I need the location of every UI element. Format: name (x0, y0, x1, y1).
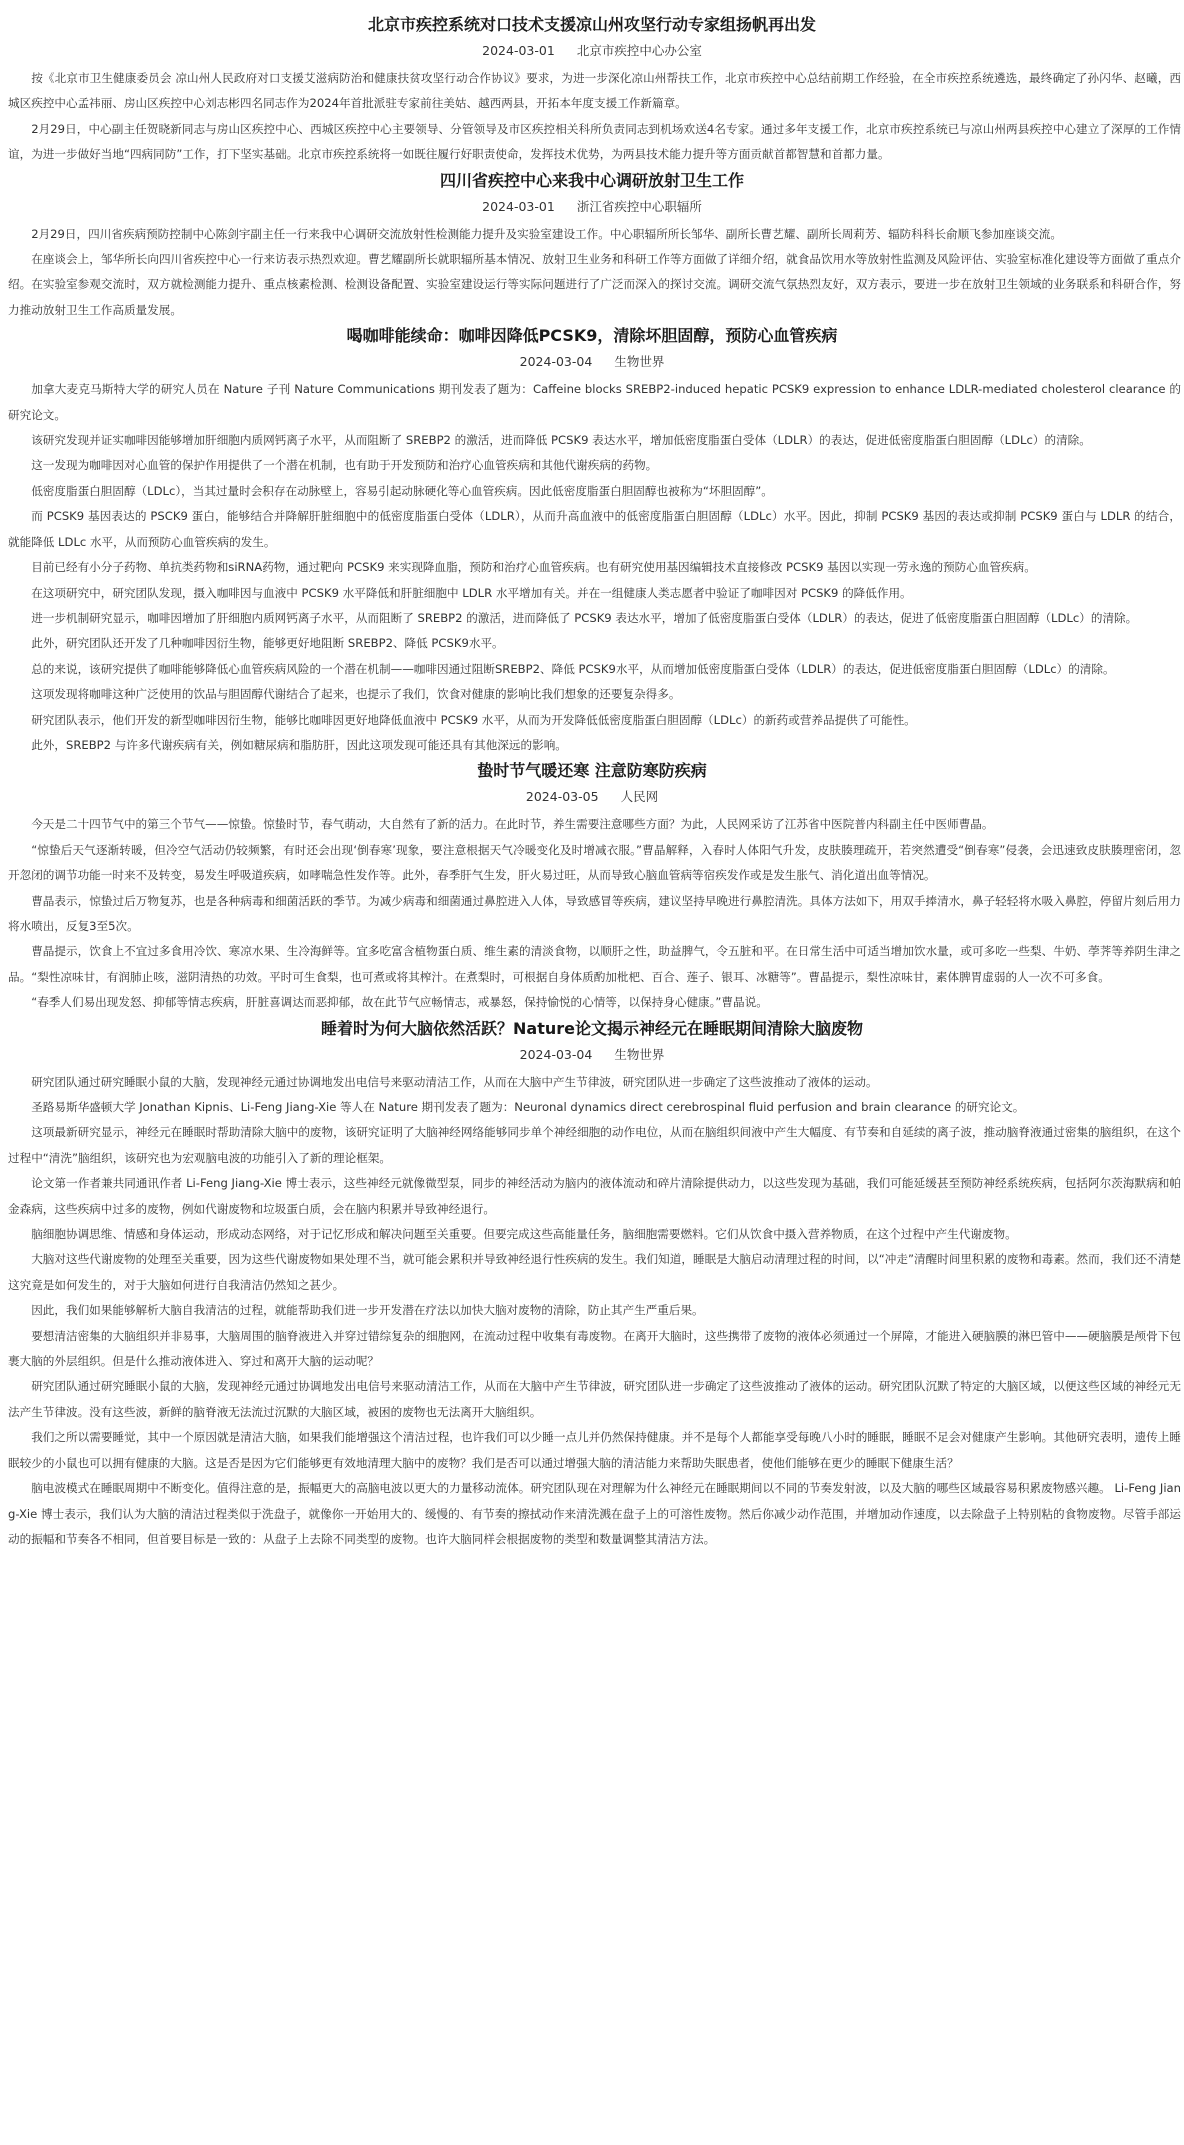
article-source: 生物世界 (614, 1046, 665, 1062)
article-paragraph: 在这项研究中，研究团队发现，摄入咖啡因与血液中 PCSK9 水平降低和肝脏细胞中 LDLR 水平增加有关。并在一组健康人类志愿者中验证了咖啡因对 PCSK9 的降低作用。 (31, 585, 912, 600)
article-paragraph: 研究团队表示，他们开发的新型咖啡因衍生物，能够比咖啡因更好地降低血液中 PCSK9 水平，从而为开发降低低密度脂蛋白胆固醇（LDLc）的新药或营养品提供了可能性。 (31, 712, 916, 727)
article-paragraph: 我们之所以需要睡觉，其中一个原因就是清洁大脑，如果我们能增强这个清洁过程，也许我们可以少睡一点儿并仍然保持健康。并不是每个人都能享受每晚八小时的睡眠，睡眠不足会对健康产生影响。其他研究表明，遗传上睡眠较少的小鼠也可以拥有健康的大脑。这是否是因为它们能够更有效地清理大脑中的废物？我们是否可以通过增强大脑的清洁能力来帮助失眠患者，使他们能够在更少的睡眠下健康生活？ (8, 1430, 1181, 1470)
article-paragraph: 2月29日，中心副主任贺晓新同志与房山区疾控中心、西城区疾控中心主要领导、分管领导及市区疾控相关科所负责同志到机场欢送4名专家。通过多年支援工作，北京市疾控系统已与凉山州两县疾控中心建立了深厚的工作情谊，为进一步做好当地“四病同防”工作，打下坚实基础。北京市疾控系统将一如既往履行好职责使命，发挥技术优势，为两县技术能力提升等方面贡献首都智慧和首都力量。 (8, 121, 1181, 162)
article-paragraph: 按《北京市卫生健康委员会 凉山州人民政府对口支援艾滋病防治和健康扶贫攻坚行动合作协议》要求，为进一步深化凉山州帮扶工作，北京市疾控中心总结前期工作经验，在全市疾控系统遴选，最终确定了孙闪华、赵曦，西城区疾控中心孟祎丽、房山区疾控中心刘志彬四名同志作为2024年首批派驻专家前往美姑、越西两县，开拓本年度支援工作新篇章。 (8, 71, 1181, 111)
article-paragraph: 该研究发现并证实咖啡因能够增加肝细胞内质网钙离子水平，从而阻断了 SREBP2 的激活，进而降低 PCSK9 表达水平，增加低密度脂蛋白受体（LDLR）的表达，促进低密度脂蛋白胆固醇（LDLc）的清除。 (31, 433, 1091, 448)
article-meta (0, 349, 1184, 375)
article-5 (0, 1016, 1184, 1553)
article-meta (0, 194, 1184, 220)
article-date: 2024-03-01 (482, 43, 555, 58)
article-2 (0, 168, 1184, 324)
article-source: 北京市疾控中心办公室 (576, 43, 702, 58)
article-title: 四川省疾控中心来我中心调研放射卫生工作 (439, 170, 744, 190)
article-4 (0, 758, 1184, 1015)
article-paragraph: 圣路易斯华盛顿大学 Jonathan Kipnis、Li-Feng Jiang-Xie 等人在 Nature 期刊发表了题为：Neuronal dynamics direct cerebrospinal fluid perfusion and brain clearance 的研究论文。 (31, 1100, 1025, 1114)
article-source: 浙江省疾控中心职辐所 (576, 198, 702, 214)
article-paragraph: 总的来说，该研究提供了咖啡能够降低心血管疾病风险的一个潜在机制——咖啡因通过阻断SREBP2、降低 PCSK9水平，从而增加低密度脂蛋白受体（LDLR）的表达，促进低密度脂蛋白胆固醇（LDLc）的清除。 (31, 661, 1115, 676)
article-paragraph: 大脑对这些代谢废物的处理至关重要，因为这些代谢废物如果处理不当，就可能会累积并导致神经退行性疾病的发生。我们知道，睡眠是大脑启动清理过程的时间，以“冲走”清醒时间里积累的废物和毒素。然而，我们还不清楚这究竟是如何发生的，对于大脑如何进行自我清洁仍然知之甚少。 (8, 1252, 1181, 1292)
article-paragraph: 曹晶表示，惊蛰过后万物复苏，也是各种病毒和细菌活跃的季节。为减少病毒和细菌通过鼻腔进入人体，导致感冒等疾病，建议坚持早晚进行鼻腔清洗。具体方法如下，用双手捧清水，鼻子轻轻将水吸入鼻腔，停留片刻后用力将水喷出，反复3至5次。 (8, 893, 1181, 933)
article-paragraph: 这项最新研究显示，神经元在睡眠时帮助清除大脑中的废物，该研究证明了大脑神经网络能够同步单个神经细胞的动作电位，从而在脑组织间液中产生大幅度、有节奏和自延续的离子波，推动脑脊液通过密集的脑组织，在这个过程中“清洗”脑组织，该研究也为宏观脑电波的功能引入了新的理论框架。 (8, 1125, 1181, 1165)
article-meta (0, 784, 1184, 810)
article-paragraph: 加拿大麦克马斯特大学的研究人员在 Nature 子刊 Nature Communications 期刊发表了题为：Caffeine blocks SREBP2-induced hepatic PCSK9 expression to enhance LDLR-mediated cholesterol clearance 的研究论文。 (8, 382, 1181, 422)
article-1 (0, 12, 1184, 168)
article-title: 喝咖啡能续命：咖啡因降低PCSK9，清除坏胆固醇，预防心血管疾病 (346, 326, 838, 346)
article-paragraph: 脑电波模式在睡眠周期中不断变化。值得注意的是，振幅更大的高脑电波以更大的力量移动流体。研究团队现在对理解为什么神经元在睡眠期间以不同的节奏发射波，以及大脑的哪些区域最容易积累废物感兴趣。 Li-Feng Jiang-Xie 博士表示，我们认为大脑的清洁过程类似于洗盘子，就像你一开始用大的、缓慢的、有节奏的擦拭动作来清洗溅在盘子上的可溶性废物。然后你减少动作范围，并增加动作速度，以去除盘子上特别粘的食物废物。尽管手部运动的振幅和节奏各不相同，但首要目标是一致的：从盘子上去除不同类型的废物。也许大脑同样会根据废物的类型和数量调整其清洁方法。 (8, 1481, 1181, 1546)
article-paragraph: “惊蛰后天气逐渐转暖，但冷空气活动仍较频繁，有时还会出现‘倒春寒’现象，要注意根据天气冷暖变化及时增减衣服。”曹晶解释，入春时人体阳气升发，皮肤腠理疏开，若突然遭受“倒春寒”侵袭，会迅速致皮肤腠理密闭，忽开忽闭的调节功能一时来不及转变，易发生呼吸道疾病，如哮喘急性发作等。此外，春季肝气生发，肝火易过旺，从而导致心脑血管病等宿疾发作或是发生胀气、消化道出血等情况。 (8, 842, 1181, 883)
article-paragraph: 而 PCSK9 基因表达的 PSCK9 蛋白，能够结合并降解肝脏细胞中的低密度脂蛋白受体（LDLR），从而升高血液中的低密度脂蛋白胆固醇（LDLc）水平。因此，抑制 PCSK9 基因的表达或抑制 PCSK9 蛋白与 LDLR 的结合，就能降低 LDLc 水平，从而预防心血管疾病的发生。 (8, 509, 1181, 549)
article-paragraph: 此外，SREBP2 与许多代谢疾病有关，例如糖尿病和脂肪肝，因此这项发现可能还具有其他深远的影响。 (31, 737, 567, 752)
article-paragraph: 研究团队通过研究睡眠小鼠的大脑，发现神经元通过协调地发出电信号来驱动清洁工作，从而在大脑中产生节律波，研究团队进一步确定了这些波推动了液体的运动。研究团队沉默了特定的大脑区域，以便这些区域的神经元无法产生节律波。没有这些波，新鲜的脑脊液无法流过沉默的大脑区域，被困的废物也无法离开大脑组织。 (8, 1379, 1181, 1419)
article-paragraph: 这一发现为咖啡因对心血管的保护作用提供了一个潜在机制，也有助于开发预防和治疗心血管疾病和其他代谢疾病的药物。 (31, 458, 658, 473)
article-paragraph: “春季人们易出现发怒、抑郁等情志疾病，肝脏喜调达而恶抑郁，故在此节气应畅情志，戒暴怒，保持愉悦的心情等，以保持身心健康。”曹晶说。 (31, 995, 768, 1010)
article-source: 生物世界 (614, 354, 665, 370)
article-paragraph: 这项发现将咖啡这种广泛使用的饮品与胆固醇代谢结合了起来，也提示了我们，饮食对健康的影响比我们想象的还要复杂得多。 (31, 687, 681, 702)
article-source: 人民网 (620, 789, 659, 805)
article-3 (0, 323, 1184, 758)
article-paragraph: 要想清洁密集的大脑组织并非易事，大脑周围的脑脊液进入并穿过错综复杂的细胞网，在流动过程中收集有毒废物。在离开大脑时，这些携带了废物的液体必须通过一个屏障，才能进入硬脑膜的淋巴管中——硬脑膜是颅骨下包裹大脑的外层组织。但是什么推动液体进入、穿过和离开大脑的运动呢？ (8, 1328, 1181, 1369)
article-date: 2024-03-05 (525, 789, 599, 805)
article-date: 2024-03-04 (519, 354, 593, 370)
article-meta (0, 1042, 1184, 1068)
article-paragraph: 脑细胞协调思维、情感和身体运动，形成动态网络，对于记忆形成和解决问题至关重要。但要完成这些高能量任务，脑细胞需要燃料。它们从饮食中摄入营养物质，在这个过程中产生代谢废物。 (31, 1227, 1017, 1242)
article-paragraph: 此外，研究团队还开发了几种咖啡因衍生物，能够更好地阻断 SREBP2、降低 PCSK9水平。 (31, 636, 504, 651)
article-title: 睡着时为何大脑依然活跃？Nature论文揭示神经元在睡眠期间清除大脑废物 (321, 1018, 863, 1038)
article-paragraph: 在座谈会上，邹华所长向四川省疾控中心一行来访表示热烈欢迎。曹艺耀副所长就职辐所基本情况、放射卫生业务和科研工作等方面做了详细介绍，就食品饮用水等放射性监测及风险评估、实验室标准化建设等方面做了重点介绍。在实验室参观交流时，双方就检测能力提升、重点核素检测、检测设备配置、实验室建设运行等实际问题进行了广泛而深入的探讨交流。调研交流气氛热烈友好，双方表示，要进一步在放射卫生领域的业务联系和科研合作，努力推动放射卫生工作高质量发展。 (8, 252, 1181, 317)
article-paragraph: 低密度脂蛋白胆固醇（LDLc），当其过量时会积存在动脉壁上，容易引起动脉硬化等心血管疾病。因此低密度脂蛋白胆固醇也被称为“坏胆固醇”。 (31, 483, 773, 498)
article-title: 北京市疾控系统对口技术支援凉山州攻坚行动专家组扬帆再出发 (367, 15, 816, 34)
article-paragraph: 目前已经有小分子药物、单抗类药物和siRNA药物，通过靶向 PCSK9 来实现降血脂，预防和治疗心血管疾病。也有研究使用基因编辑技术直接修改 PCSK9 基因以实现一劳永逸的预防心血管疾病。 (31, 560, 1036, 575)
article-paragraph: 论文第一作者兼共同通讯作者 Li-Feng Jiang-Xie 博士表示，这些神经元就像微型泵，同步的神经活动为脑内的液体流动和碎片清除提供动力，以这些发现为基础，我们可能延缓甚至预防神经系统疾病，包括阿尔茨海默病和帕金森病，这些疾病中过多的废物，例如代谢废物和垃圾蛋白质，会在脑内积累并导致神经退行。 (8, 1176, 1181, 1216)
article-paragraph: 今天是二十四节气中的第三个节气——惊蛰。惊蛰时节，春气萌动，大自然有了新的活力。在此时节，养生需要注意哪些方面？为此，人民网采访了江苏省中医院普内科副主任中医师曹晶。 (31, 817, 994, 832)
article-paragraph: 2月29日，四川省疾病预防控制中心陈剑宇副主任一行来我中心调研交流放射性检测能力提升及实验室建设工作。中心职辐所所长邹华、副所长曹艺耀、副所长周莉芳、辐防科科长俞顺飞参加座谈交流。 (31, 226, 1062, 241)
article-paragraph: 研究团队通过研究睡眠小鼠的大脑，发现神经元通过协调地发出电信号来驱动清洁工作，从而在大脑中产生节律波，研究团队进一步确定了这些波推动了液体的运动。 (31, 1074, 878, 1089)
article-meta (0, 38, 1184, 64)
article-paragraph: 因此，我们如果能够解析大脑自我清洁的过程，就能帮助我们进一步开发潜在疗法以加快大脑对废物的清除，防止其产生严重后果。 (31, 1303, 704, 1318)
article-paragraph: 曹晶提示，饮食上不宜过多食用冷饮、寒凉水果、生冷海鲜等。宜多吃富含植物蛋白质、维生素的清淡食物，以顺肝之性，助益脾气，令五脏和平。在日常生活中可适当增加饮水量，或可多吃一些梨、牛奶、荸荠等养阴生津之品。“梨性凉味甘，有润肺止咳，滋阴清热的功效。平时可生食梨，也可煮或将其榨汁。在煮梨时，可根据自身体质酌加枇杷、百合、莲子、银耳、冰糖等”。曹晶提示，梨性凉味甘，素体脾胃虚弱的人一次不可多食。 (8, 944, 1181, 984)
article-paragraph: 进一步机制研究显示，咖啡因增加了肝细胞内质网钙离子水平，从而阻断了 SREBP2 的激活，进而降低了 PCSK9 表达水平，增加了低密度脂蛋白受体（LDLR）的表达，促进了低密度脂蛋白胆固醇（LDLc）的清除。 (31, 610, 1138, 625)
article-date: 2024-03-04 (519, 1046, 593, 1062)
article-date: 2024-03-01 (482, 198, 555, 214)
article-title: 蛰时节气暖还寒 注意防寒防疾病 (477, 761, 707, 781)
